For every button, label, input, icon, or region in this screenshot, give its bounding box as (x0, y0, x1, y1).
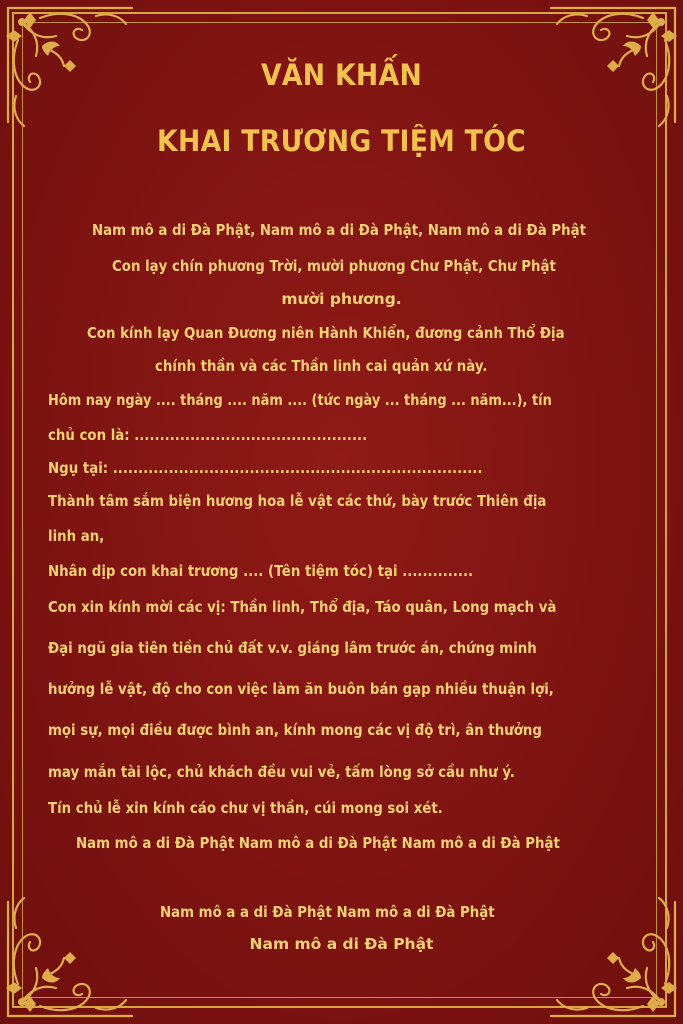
body-line-19: Nam mô a a di Đà Phật Nam mô a di Đà Phật (160, 903, 495, 921)
title-line-2: KHAI TRƯƠNG TIỆM TÓC (157, 124, 526, 158)
body-line-10: linh an, (48, 527, 105, 545)
body-line-13: Đại ngũ gia tiên tiền chủ đất v.v. giáng lâm trước án, chứng minh (48, 639, 537, 657)
body-line-1: Nam mô a di Đà Phật, Nam mô a di Đà Phật, Nam mô a di Đà Phật (92, 221, 586, 239)
body-line-17: Tín chủ lễ xin kính cáo chư vị thần, cúi mong soi xét. (48, 799, 443, 817)
title-line-1: VĂN KHẤN (260, 58, 423, 92)
body-line-20: Nam mô a di Đà Phật (249, 935, 434, 953)
body-line-12: Con xin kính mời các vị: Thần linh, Thổ địa, Táo quân, Long mạch và (48, 598, 557, 616)
corner-ornament-bottom-right (543, 894, 683, 1024)
body-line-2: Con lạy chín phương Trời, mười phương Chư Phật, Chư Phật (112, 257, 556, 275)
body-line-18: Nam mô a di Đà Phật Nam mô a di Đà Phật Nam mô a di Đà Phật (76, 834, 560, 852)
body-line-7: chủ con là: .............................................. (48, 426, 368, 444)
body-line-14: hưởng lễ vật, độ cho con việc làm ăn buôn bán gạp nhiều thuận lợi, (48, 680, 554, 698)
body-line-9: Thành tâm sắm biện hương hoa lễ vật các thứ, bày trước Thiên địa (48, 492, 547, 510)
body-line-16: may mắn tài lộc, chủ khách đều vui vẻ, tấm lòng sở cầu như ý. (48, 763, 515, 781)
body-line-6: Hôm nay ngày .... tháng .... năm .... (tức ngày ... tháng ... năm...), tín (48, 391, 552, 409)
corner-ornament-bottom-left (0, 894, 140, 1024)
body-line-5: chính thần và các Thần linh cai quản xứ này. (155, 357, 488, 375)
body-line-11: Nhân dịp con khai trương .... (Tên tiệm tóc) tại .............. (48, 562, 474, 580)
body-line-3: mười phương. (281, 290, 402, 308)
body-line-4: Con kính lạy Quan Đương niên Hành Khiển, đương cảnh Thổ Địa (87, 324, 565, 342)
body-line-8: Ngụ tại: ......................................................................... (48, 459, 483, 477)
body-line-15: mọi sự, mọi điều được bình an, kính mong các vị độ trì, ân thưởng (48, 721, 542, 739)
